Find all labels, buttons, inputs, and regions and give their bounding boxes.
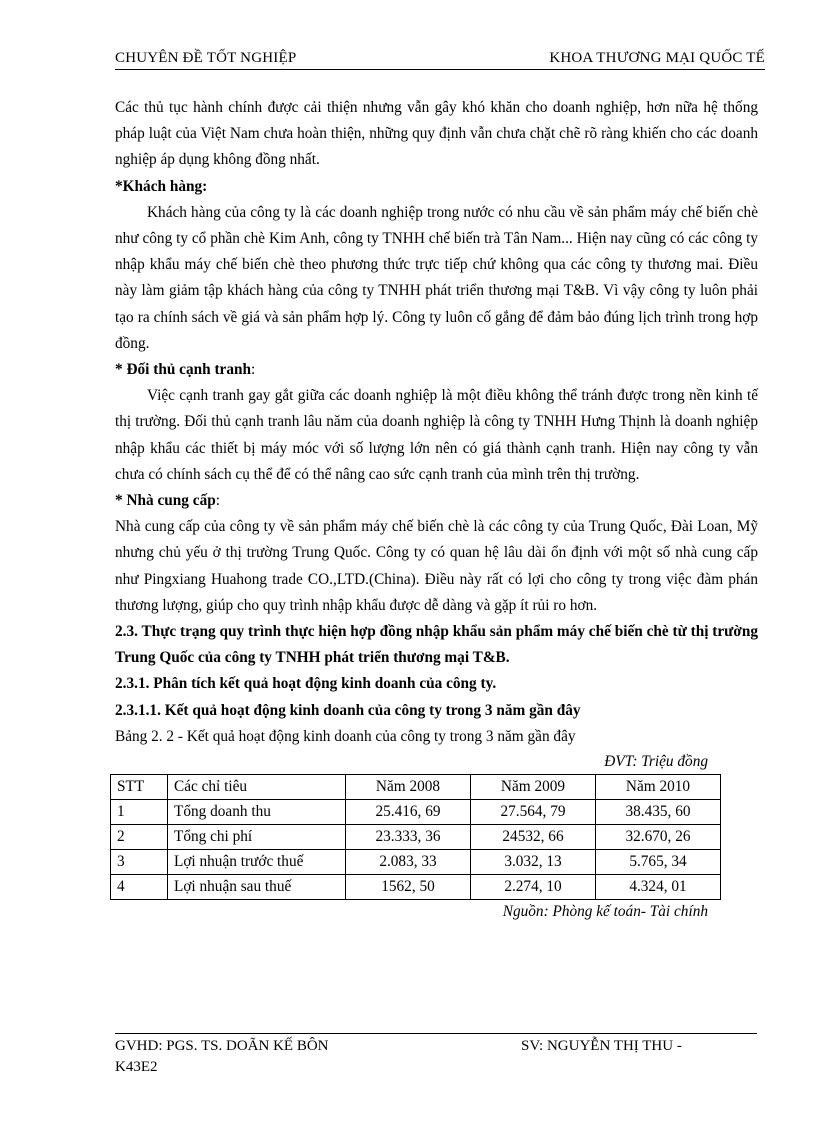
- page-footer: [115, 1036, 715, 1078]
- cell-2010: 38.435, 60: [596, 800, 721, 825]
- page-header: [115, 50, 765, 70]
- footer-student: SV: NGUYỄN THỊ THU -: [521, 1038, 682, 1054]
- header-cell-indicator: Các chỉ tiêu: [168, 775, 346, 800]
- table-row: [111, 800, 721, 825]
- table-row: [111, 850, 721, 875]
- cell-2009: 3.032, 13: [471, 850, 596, 875]
- cell-indicator: Tổng doanh thu: [168, 800, 346, 825]
- cell-stt: 1: [111, 800, 168, 825]
- header-cell-2010: Năm 2010: [596, 775, 721, 800]
- table-caption: Bảng 2. 2 - Kết quả hoạt động kinh doanh của công ty trong 3 năm gần đây: [115, 727, 576, 745]
- competitors-label: * Đối thủ cạnh tranh: [115, 361, 251, 379]
- table-row: [111, 875, 721, 900]
- competitors-heading: [115, 357, 758, 383]
- cell-2008: 23.333, 36: [346, 825, 471, 850]
- cell-2008: 25.416, 69: [346, 800, 471, 825]
- header-right: KHOA THƯƠNG MẠI QUỐC TẾ: [549, 50, 765, 66]
- cell-2008: 1562, 50: [346, 875, 471, 900]
- section-heading-2-3-1: 2.3.1. Phân tích kết quả hoạt động kinh doanh của công ty.: [115, 675, 497, 693]
- section-heading-2-3: 2.3. Thực trạng quy trình thực hiện hợp đồng nhập khẩu sản phẩm máy chế biến chè từ thị trường Trung Quốc của công ty TNHH phát triển thương mại T&B.: [115, 623, 758, 667]
- intro-paragraph: Các thủ tục hành chính được cải thiện nhưng vẫn gây khó khăn cho doanh nghiệp, hơn nữa hệ thống pháp luật của Việt Nam chưa hoàn thiện, những quy định vẫn chưa chặt chẽ rõ ràng khiến cho các doanh nghiệp áp dụng không đồng nhất.: [115, 99, 758, 169]
- cell-2009: 27.564, 79: [471, 800, 596, 825]
- suppliers-label: * Nhà cung cấp: [115, 492, 216, 510]
- cell-2010: 32.670, 26: [596, 825, 721, 850]
- cell-indicator: Lợi nhuận sau thuế: [168, 875, 346, 900]
- suppliers-colon: :: [215, 492, 220, 510]
- table-unit: ĐVT: Triệu đồng: [604, 753, 708, 771]
- competitors-colon: :: [251, 361, 256, 379]
- customers-paragraph: Khách hàng của công ty là các doanh nghiệp trong nước có nhu cầu về sản phẩm máy chế biến chè như công ty cổ phần chè Kim Anh, công ty TNHH chế biến trà Tân Nam... Hiện nay cũng có các công ty nhập khẩu máy chế biến chè theo phương thức trực tiếp chứ không qua các công ty thương mai. Điều này làm giảm tập khách hàng của công ty TNHH phát triển thương mại T&B. Vì vậy công ty luôn phải tạo ra chính sách về giá và sản phẩm hợp lý. Công ty luôn cố gắng để đảm bảo đúng lịch trình trong hợp đồng.: [115, 203, 758, 352]
- cell-stt: 3: [111, 850, 168, 875]
- header-cell-2008: Năm 2008: [346, 775, 471, 800]
- cell-2010: 4.324, 01: [596, 875, 721, 900]
- cell-2008: 2.083, 33: [346, 850, 471, 875]
- footer-row: [115, 1036, 715, 1057]
- table-header-row: [111, 775, 721, 800]
- suppliers-paragraph: Nhà cung cấp của công ty về sản phẩm máy chế biến chè là các công ty của Trung Quốc, Đài Loan, Mỹ nhưng chủ yếu ở thị trường Trung Quốc. Công ty có quan hệ lâu dài ổn định với một số nhà cung cấp như Pingxiang Huahong trade CO.,LTD.(China). Điều này rất có lợi cho công ty trong việc đàm phán thương lượng, giúp cho quy trình nhập khẩu được dễ dàng và gặp ít rủi ro hơn.: [115, 518, 758, 614]
- cell-2009: 24532, 66: [471, 825, 596, 850]
- cell-stt: 4: [111, 875, 168, 900]
- cell-2009: 2.274, 10: [471, 875, 596, 900]
- table-source: Nguồn: Phòng kế toán- Tài chính: [502, 903, 708, 921]
- table-row: [111, 825, 721, 850]
- cell-stt: 2: [111, 825, 168, 850]
- section-heading-2-3-1-1: 2.3.1.1. Kết quả hoạt động kinh doanh của công ty trong 3 năm gần đây: [115, 701, 581, 719]
- header-left: CHUYÊN ĐỀ TỐT NGHIỆP: [115, 50, 297, 66]
- cell-indicator: Tổng chi phí: [168, 825, 346, 850]
- competitors-paragraph: Việc cạnh tranh gay gắt giữa các doanh nghiệp là một điều không thể tránh được trong nền kinh tế thị trường. Đối thủ cạnh tranh lâu năm của doanh nghiệp là công ty TNHH Hưng Thịnh là doanh nghiệp nhập khẩu các thiết bị máy móc với số lượng lớn nên có giá thành cạnh tranh. Hiện nay công ty vẫn chưa có chính sách cụ thể để có thể nâng cao sức cạnh tranh của mình trên thị trường.: [115, 387, 758, 483]
- page-body: [115, 95, 758, 924]
- customers-label: *Khách hàng:: [115, 177, 208, 195]
- footer-class: K43E2: [115, 1059, 158, 1075]
- footer-advisor: GVHD: PGS. TS. DOÃN KẾ BÔN: [115, 1038, 329, 1054]
- results-table: [110, 774, 721, 900]
- cell-2010: 5.765, 34: [596, 850, 721, 875]
- header-cell-stt: STT: [111, 775, 168, 800]
- suppliers-heading: [115, 488, 758, 514]
- header-cell-2009: Năm 2009: [471, 775, 596, 800]
- footer-divider: [115, 1033, 757, 1034]
- cell-indicator: Lợi nhuận trước thuế: [168, 850, 346, 875]
